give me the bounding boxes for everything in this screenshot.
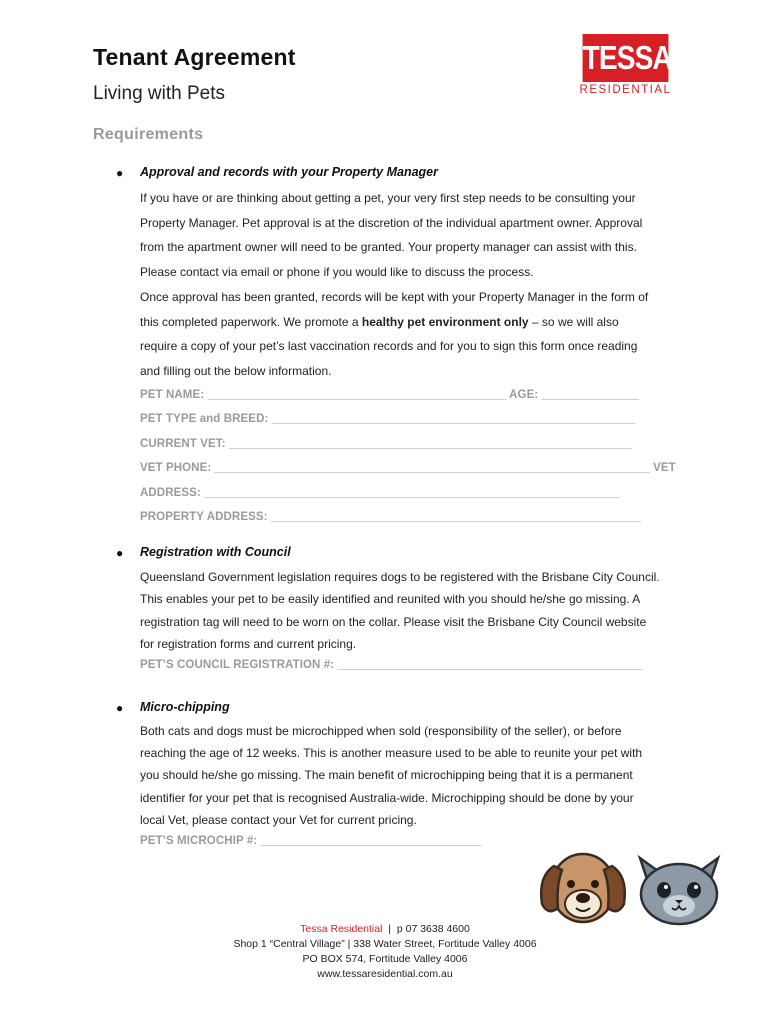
paragraph-line: Queensland Government legislation requires dogs to be registered with the Brisbane City Council. xyxy=(140,570,660,584)
dog-face-icon xyxy=(541,854,625,922)
pet-type-breed-field[interactable]: PET TYPE and BREED: ________________________________________________________ xyxy=(140,413,636,425)
bold-emphasis: healthy pet environment only xyxy=(361,315,529,329)
current-vet-field[interactable]: CURRENT VET: ______________________________________________________________ xyxy=(140,438,632,450)
vet-phone-field[interactable]: VET PHONE: ___________________________________________________________________ VET xyxy=(140,462,676,474)
requirements-heading: Requirements xyxy=(93,126,204,143)
logo-main: TESSA xyxy=(583,34,669,82)
paragraph-line: reaching the age of 12 weeks. This is another measure used to be able to reunite your pet with xyxy=(140,746,643,760)
text-span: this completed paperwork. We promote a xyxy=(140,315,362,329)
footer-phone: p 07 3638 4600 xyxy=(396,923,470,935)
paragraph-line: This enables your pet to be easily identified and reunited with you should he/she go missing. A xyxy=(140,592,641,606)
paragraph-line: local Vet, please contact your Vet for current pricing. xyxy=(140,813,417,827)
cat-face-icon xyxy=(640,858,718,924)
paragraph-line: and filling out the below information. xyxy=(140,364,332,378)
tessa-logo xyxy=(575,34,676,98)
paragraph-line: If you have or are thinking about getting a pet, your very first step needs to be consulting your xyxy=(140,191,636,205)
text-span: – so we will also xyxy=(528,315,619,329)
paragraph-line: Both cats and dogs must be microchipped when sold (responsibility of the seller), or before xyxy=(140,724,622,738)
property-address-field[interactable]: PROPERTY ADDRESS: _________________________________________________________ xyxy=(140,511,642,523)
bullet-icon: ● xyxy=(116,701,124,715)
section-title-registration: Registration with Council xyxy=(140,545,291,559)
pet-name-field[interactable]: PET NAME: ______________________________________________ AGE: _______________ xyxy=(140,389,639,401)
paragraph-line: from the apartment owner will need to be granted. Your property manager can assist with this. xyxy=(140,240,637,254)
paragraph-line: Once approval has been granted, records will be kept with your Property Manager in the form of xyxy=(140,290,649,304)
footer-separator: | xyxy=(382,923,397,935)
footer-contact xyxy=(0,923,770,935)
paragraph-line: for registration forms and current pricing. xyxy=(140,637,357,651)
section-title-approval: Approval and records with your Property Manager xyxy=(140,165,438,179)
footer-po-box: PO BOX 574, Fortitude Valley 4006 xyxy=(302,953,468,965)
paragraph-line: you should he/she go missing. The main benefit of microchipping being that it is a permanent xyxy=(140,768,633,782)
paragraph-line: require a copy of your pet’s last vaccination records and for you to sign this form once reading xyxy=(140,339,638,353)
bullet-icon: ● xyxy=(116,166,124,180)
microchip-field[interactable]: PET’S MICROCHIP #: __________________________________ xyxy=(140,835,482,847)
paragraph-line: Please contact via email or phone if you would like to discuss the process. xyxy=(140,265,534,279)
footer-company: Tessa Residential xyxy=(300,923,383,935)
paragraph-line: Property Manager. Pet approval is at the discretion of the individual apartment owner. Approval xyxy=(140,216,643,230)
footer-address: Shop 1 “Central Village” | 338 Water Street, Fortitude Valley 4006 xyxy=(233,938,537,950)
paragraph-line: identifier for your pet that is recognised Australia-wide. Microchipping should be done by your xyxy=(140,791,634,805)
paragraph-line xyxy=(140,315,619,329)
footer-website[interactable]: www.tessaresidential.com.au xyxy=(317,968,453,980)
logo-sub: RESIDENTIAL xyxy=(579,84,672,96)
page-title: Tenant Agreement xyxy=(93,44,296,70)
page-subtitle: Living with Pets xyxy=(93,83,226,104)
section-title-microchipping: Micro-chipping xyxy=(140,700,230,714)
bullet-icon: ● xyxy=(116,546,124,560)
council-registration-field[interactable]: PET’S COUNCIL REGISTRATION #: _______________________________________________ xyxy=(140,659,643,671)
pet-illustration xyxy=(536,846,722,926)
paragraph-line: registration tag will need to be worn on the collar. Please visit the Brisbane City Council website xyxy=(140,615,647,629)
address-field[interactable]: ADDRESS: ________________________________________________________________ xyxy=(140,487,620,499)
